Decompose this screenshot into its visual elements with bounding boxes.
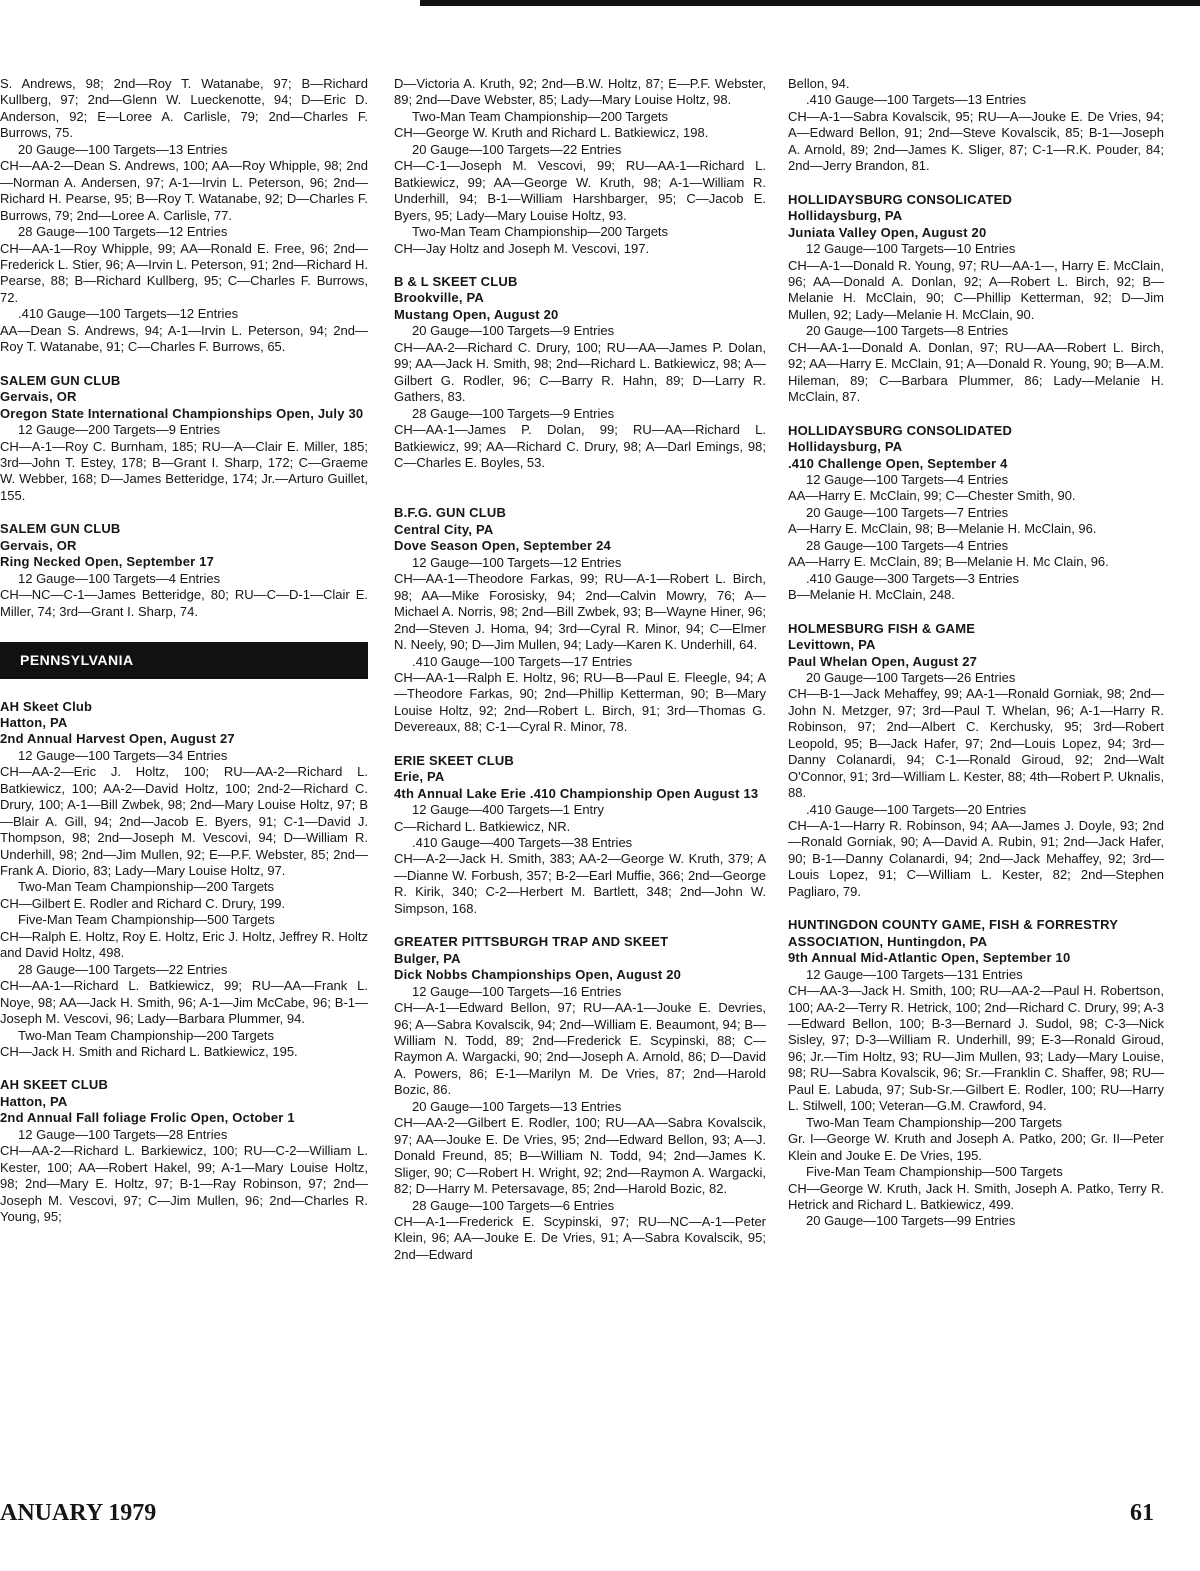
event-line: 12 Gauge—100 Targets—10 Entries <box>806 241 1016 257</box>
event-line: .410 Gauge—100 Targets—12 Entries <box>18 306 239 322</box>
results-paragraph: CH—George W. Kruth, Jack H. Smith, Joseph A. Patko, Terry R. Hetrick and Richard L. Batkiewicz, 499. <box>788 1180 1164 1212</box>
results-paragraph: CH—AA-2—Richard L. Barkiewicz, 100; RU—C-2—William L. Kester, 100; AA—Robert Hakel, 99; A-1—Mary Louise Holtz, 98; 2nd—Mary E. Holtz, 97; B-1—Ray Robinson, 97; 2nd—Joseph M. Vescovi, 97; C—Jim Mullen, 96; 2nd—Charles R. Young, 95; <box>0 1143 368 1225</box>
event-line: 20 Gauge—100 Targets—22 Entries <box>412 141 622 157</box>
club-heading: GREATER PITTSBURGH TRAP AND SKEET <box>394 934 669 950</box>
club-heading: Dick Nobbs Championships Open, August 20 <box>394 967 682 983</box>
spacer <box>788 900 1164 917</box>
results-paragraph: CH—NC—C-1—James Betteridge, 80; RU—C—D-1—Clair E. Miller, 74; 3rd—Grant I. Sharp, 74. <box>0 587 368 619</box>
event-line: Five-Man Team Championship—500 Targets <box>806 1164 1063 1180</box>
results-paragraph: CH—AA-2—Richard C. Drury, 100; RU—AA—James P. Dolan, 99; AA—Jack H. Smith, 98; 2nd—Richard L. Batkiewicz, 98; A—Gilbert G. Rodler, 96; C—Barry R. Hahn, 89; D—Larry R. Gathers, 83. <box>394 339 766 405</box>
event-line: Two-Man Team Championship—200 Targets <box>18 1027 275 1043</box>
event-line: 12 Gauge—100 Targets—12 Entries <box>412 554 622 570</box>
top-rule <box>420 0 1200 6</box>
results-paragraph: Gr. I—George W. Kruth and Joseph A. Patko, 200; Gr. II—Peter Klein and Jouke E. De Vries, 195. <box>788 1131 1164 1163</box>
results-paragraph: CH—A-1—Frederick E. Scypinski, 97; RU—NC—A-1—Peter Klein, 96; AA—Jouke E. De Vries, 91; A—Sabra Kovalscik, 95; 2nd—Edward <box>394 1214 766 1262</box>
event-line: 28 Gauge—100 Targets—6 Entries <box>412 1197 615 1213</box>
club-heading: Gervais, OR <box>0 537 77 553</box>
club-heading: Brookville, PA <box>394 290 484 306</box>
club-heading: AH Skeet Club <box>0 698 93 714</box>
spacer <box>0 504 368 521</box>
event-line: Two-Man Team Championship—200 Targets <box>412 108 669 124</box>
results-paragraph: D—Victoria A. Kruth, 92; 2nd—B.W. Holtz, 87; E—P.F. Webster, 89; 2nd—Dave Webster, 85; Lady—Mary Louise Holtz, 98. <box>394 76 766 108</box>
results-paragraph: C—Richard L. Batkiewicz, NR. <box>394 818 571 834</box>
event-line: 20 Gauge—100 Targets—13 Entries <box>18 141 228 157</box>
results-paragraph: CH—AA-2—Eric J. Holtz, 100; RU—AA-2—Richard L. Batkiewicz, 100; AA-2—David Holtz, 100; 2nd-2—Richard C. Drury, 100; A-1—Bill Zwbek, 98; 2nd—Mary Louise Holtz, 97; B—Blair A. Gill, 94; 2nd—Jacob E. Byers, 91; C-1—David J. Thompson, 98; 2nd—Joseph M. Vescovi, 94; D—William R. Underhill, 98; 2nd—Jim Mullen, 92; E—P.F. Webster, 85; 2nd—Frank A. Diorio, 83; Lady—Mary Louise Holtz, 97. <box>0 764 368 879</box>
results-paragraph: CH—AA-1—Roy Whipple, 99; AA—Ronald E. Free, 96; 2nd—Frederick L. Stier, 96; A—Irvin L. Peterson, 91; 2nd—Richard H. Pearse, 88; B—Richard Kullberg, 95; C—Charles F. Burrows, 72. <box>0 240 368 305</box>
event-line: .410 Gauge—400 Targets—38 Entries <box>412 835 633 851</box>
results-paragraph: CH—AA-1—Theodore Farkas, 99; RU—A-1—Robert L. Birch, 98; AA—Mike Forosisky, 94; 2nd—Calvin Mowry, 76; A—Michael A. Norris, 98; 2nd—Bill Zwbek, 93; B—Wayne Hiner, 96; 2nd—Steven J. Homa, 94; 3rd—Cyral R. Minor, 94; C—Elmer N. Neely, 90; D—Jim Mullen, 94; Lady—Karen K. Underhill, 64. <box>394 571 766 653</box>
spacer <box>394 471 766 488</box>
results-paragraph: CH—AA-1—James P. Dolan, 99; RU—AA—Richard L. Batkiewicz, 99; AA—Richard C. Drury, 98; A—Darl Emings, 98; C—Charles E. Boyles, 53. <box>394 422 766 470</box>
event-line: 12 Gauge—100 Targets—16 Entries <box>412 983 622 999</box>
event-line: .410 Gauge—300 Targets—3 Entries <box>806 570 1019 586</box>
spacer <box>394 736 766 753</box>
event-line: Two-Man Team Championship—200 Targets <box>18 879 275 895</box>
results-paragraph: CH—A-1—Roy C. Burnham, 185; RU—A—Clair E. Miller, 185; 3rd—John T. Estey, 178; B—Grant I. Sharp, 172; C—Graeme W. Webber, 168; D—James Betteridge, 174; Jr.—Arturo Guillet, 155. <box>0 438 368 503</box>
event-line: 20 Gauge—100 Targets—7 Entries <box>806 504 1009 520</box>
event-line: .410 Gauge—100 Targets—13 Entries <box>806 92 1027 108</box>
club-heading: B & L SKEET CLUB <box>394 273 518 289</box>
spacer <box>788 604 1164 621</box>
club-heading: Levittown, PA <box>788 637 876 653</box>
results-paragraph: CH—AA-1—Donald A. Donlan, 97; RU—AA—Robert L. Birch, 92; AA—Harry E. McClain, 91; A—Donald R. Young, 90; B—A.M. Hileman, 89; C—Barbara Plummer, 86; Lady—Melanie H. McClain, 87. <box>788 339 1164 405</box>
event-line: 12 Gauge—100 Targets—28 Entries <box>18 1126 228 1142</box>
club-heading: Hatton, PA <box>0 714 68 730</box>
spacer <box>394 257 766 274</box>
club-heading: AH SKEET CLUB <box>0 1077 109 1093</box>
event-line: 12 Gauge—100 Targets—4 Entries <box>18 570 221 586</box>
event-line: 28 Gauge—100 Targets—4 Entries <box>806 537 1009 553</box>
club-heading: 9th Annual Mid-Atlantic Open, September 10 <box>788 950 1071 966</box>
club-heading: B.F.G. GUN CLUB <box>394 505 507 521</box>
spacer <box>0 1060 368 1077</box>
event-line: Two-Man Team Championship—200 Targets <box>806 1114 1063 1130</box>
state-section-banner: PENNSYLVANIA <box>0 642 368 678</box>
club-heading: SALEM GUN CLUB <box>0 372 121 388</box>
club-heading: Juniata Valley Open, August 20 <box>788 224 987 240</box>
club-heading: Ring Necked Open, September 17 <box>0 554 215 570</box>
club-heading: HUNTINGDON COUNTY GAME, FISH & FORRESTRY ASSOCIATION, Huntingdon, PA <box>788 917 1118 949</box>
club-heading: ERIE SKEET CLUB <box>394 752 515 768</box>
column-right <box>788 76 1164 1230</box>
event-line: 20 Gauge—100 Targets—8 Entries <box>806 323 1009 339</box>
event-line: 28 Gauge—100 Targets—9 Entries <box>412 405 615 421</box>
club-heading: Mustang Open, August 20 <box>394 306 559 322</box>
club-heading: .410 Challenge Open, September 4 <box>788 455 1008 471</box>
results-paragraph: CH—AA-2—Dean S. Andrews, 100; AA—Roy Whipple, 98; 2nd—Norman A. Andersen, 97; A-1—Irvin L. Peterson, 96; 2nd—Richard H. Pearse, 95; B—Roy T. Watanabe, 92; D—Charles F. Burrows, 79; 2nd—Loree A. Carlisle, 77. <box>0 158 368 223</box>
results-paragraph: CH—AA-1—Ralph E. Holtz, 96; RU—B—Paul E. Fleegle, 94; A—Theodore Farkas, 90; 2nd—Phillip Ketterman, 90; B—Mary Louise Holtz, 92; 2nd—Robert L. Birch, 91; 3rd—Thomas G. Devereaux, 88; C-1—Cyral R. Minor, 78. <box>394 669 766 735</box>
club-heading: Hatton, PA <box>0 1093 68 1109</box>
results-paragraph: CH—B-1—Jack Mehaffey, 99; AA-1—Ronald Gorniak, 98; 2nd—John N. Metzger, 97; 3rd—Paul T. Whelan, 96; A-1—Harry R. Robinson, 97; 2nd—Albert C. Kerchusky, 95; 3rd—Robert Leopold, 95; B—Jack Hafer, 97; 2nd—Louis Lopez, 94; 3rd—Danny Colanardi, 94; C-1—Ronald Giroud, 92; 2nd—Walt O'Connor, 91; 3rd—William L. Kester, 88; 4th—Robert P. Uknalis, 88. <box>788 686 1164 801</box>
results-paragraph: CH—AA-3—Jack H. Smith, 100; RU—AA-2—Paul H. Robertson, 100; AA-2—Terry R. Hetrick, 100; 2nd—Richard C. Drury, 99; A-3—Edward Bellon, 100; B-3—Bernard J. Sudol, 98; C-3—Nick Sisley, 97; D-3—William R. Underhill, 99; E-3—Ronald Giroud, 96; Jr.—Tim Holtz, 93; RU—Jim Mullen, 93; Lady—Mary Louise, 98; RU—Sabra Kovalscik, 96; Sr.—Franklin C. Shaffer, 98; RU—Paul E. Labuda, 97; Sub-Sr.—Gilbert E. Rodler, 100; RU—Harry L. Stilwell, 100; Veteran—G.M. Crawford, 94. <box>788 983 1164 1114</box>
event-line: 20 Gauge—100 Targets—13 Entries <box>412 1098 622 1114</box>
club-heading: Hollidaysburg, PA <box>788 439 903 455</box>
event-line: 12 Gauge—400 Targets—1 Entry <box>412 802 604 818</box>
results-paragraph: CH—Jack H. Smith and Richard L. Batkiewicz, 195. <box>0 1044 298 1060</box>
footer-issue-date: ANUARY 1979 <box>0 1500 157 1526</box>
spacer <box>788 175 1164 192</box>
club-heading: Paul Whelan Open, August 27 <box>788 653 978 669</box>
event-line: 12 Gauge—100 Targets—34 Entries <box>18 747 228 763</box>
club-heading: 2nd Annual Fall foliage Frolic Open, October 1 <box>0 1110 295 1126</box>
club-heading: HOLMESBURG FISH & GAME <box>788 620 976 636</box>
results-paragraph: AA—Dean S. Andrews, 94; A-1—Irvin L. Peterson, 94; 2nd—Roy T. Watanabe, 91; C—Charles F. Burrows, 65. <box>0 322 368 355</box>
event-line: 20 Gauge—100 Targets—26 Entries <box>806 669 1016 685</box>
page-number: 61 <box>1130 1500 1154 1526</box>
spacer <box>394 917 766 934</box>
results-paragraph: S. Andrews, 98; 2nd—Roy T. Watanabe, 97; B—Richard Kullberg, 97; 2nd—Glenn W. Lueckenotte, 94; D—Eric D. Anderson, 92; E—Loree A. Carlisle, 79; 2nd—Charles F. Burrows, 75. <box>0 76 368 141</box>
event-line: 20 Gauge—100 Targets—9 Entries <box>412 323 615 339</box>
event-line: 12 Gauge—100 Targets—131 Entries <box>806 966 1023 982</box>
club-heading: Hollidaysburg, PA <box>788 208 903 224</box>
results-paragraph: CH—Ralph E. Holtz, Roy E. Holtz, Eric J. Holtz, Jeffrey R. Holtz and David Holtz, 498. <box>0 928 368 961</box>
results-paragraph: CH—George W. Kruth and Richard L. Batkiewicz, 198. <box>394 125 709 141</box>
event-line: Five-Man Team Championship—500 Targets <box>18 912 275 928</box>
results-paragraph: AA—Harry E. McClain, 89; B—Melanie H. Mc Clain, 96. <box>788 554 1109 570</box>
club-heading: HOLLIDAYSBURG CONSOLIDATED <box>788 422 1013 438</box>
club-heading: 4th Annual Lake Erie .410 Championship Open August 13 <box>394 785 759 801</box>
results-paragraph: CH—AA-2—Gilbert E. Rodler, 100; RU—AA—Sabra Kovalscik, 97; AA—Jouke E. De Vries, 95; 2nd—Edward Bellon, 93; A—J. Donald Freund, 85; B—William N. Todd, 94; 2nd—James K. Sliger, 90; C—Robert H. Wright, 92; 2nd—Raymon A. Wargacki, 82; D—Harry M. Petersavage, 85; 2nd—Harold Bozic, 82. <box>394 1115 766 1197</box>
club-heading: HOLLIDAYSBURG CONSOLICATED <box>788 191 1013 207</box>
column-middle <box>394 76 766 1263</box>
event-line: .410 Gauge—100 Targets—20 Entries <box>806 801 1027 817</box>
results-paragraph: CH—A-1—Harry R. Robinson, 94; AA—James J. Doyle, 93; 2nd—Ronald Gorniak, 90; A—David A. Rubin, 91; 2nd—Jack Hafer, 90; B-1—Danny Colanardi, 94; 2nd—Jack Mehaffey, 92; 3rd—Louis Lopez, 91; C—William L. Kester, 82; 2nd—Stephen Pagliaro, 79. <box>788 818 1164 899</box>
spacer <box>0 356 368 373</box>
results-paragraph: CH—Gilbert E. Rodler and Richard C. Drury, 199. <box>0 895 286 911</box>
club-heading: 2nd Annual Harvest Open, August 27 <box>0 731 235 747</box>
results-paragraph: A—Harry E. McClain, 98; B—Melanie H. McClain, 96. <box>788 521 1097 537</box>
results-paragraph: B—Melanie H. McClain, 248. <box>788 587 955 603</box>
event-line: 20 Gauge—100 Targets—99 Entries <box>806 1213 1016 1229</box>
spacer <box>394 488 766 505</box>
results-paragraph: CH—A-1—Donald R. Young, 97; RU—AA-1—, Harry E. McClain, 96; AA—Donald A. Donlan, 92; A—Robert L. Birch, 92; B—Melanie H. McClain, 90; C—Phillip Ketterman, 92; D—Jim Mullen, 92; Lady—Melanie H. McClain, 90. <box>788 257 1164 322</box>
event-line: Two-Man Team Championship—200 Targets <box>412 224 669 240</box>
results-paragraph: CH—A-2—Jack H. Smith, 383; AA-2—George W. Kruth, 379; A—Dianne W. Forbush, 357; B-2—Earl Muffie, 366; 2nd—George R. Kirik, 340; C-2—Herbert M. Bartlett, 348; 2nd—John W. Simpson, 168. <box>394 851 766 916</box>
results-paragraph: AA—Harry E. McClain, 99; C—Chester Smith, 90. <box>788 488 1076 504</box>
club-heading: SALEM GUN CLUB <box>0 521 121 537</box>
event-line: 28 Gauge—100 Targets—22 Entries <box>18 961 228 977</box>
results-paragraph: CH—Jay Holtz and Joseph M. Vescovi, 197. <box>394 240 650 256</box>
event-line: .410 Gauge—100 Targets—17 Entries <box>412 653 633 669</box>
event-line: 12 Gauge—200 Targets—9 Entries <box>18 422 221 438</box>
club-heading: Erie, PA <box>394 769 445 785</box>
results-paragraph: Bellon, 94. <box>788 76 850 91</box>
club-heading: Oregon State International Championships Open, July 30 <box>0 405 364 421</box>
results-paragraph: CH—A-1—Edward Bellon, 97; RU—AA-1—Jouke E. Devries, 96; A—Sabra Kovalscik, 94; 2nd—William E. Beaumont, 94; B—William N. Todd, 89; 2nd—Frederick E. Scypinski, 88; C—Raymon A. Wargacki, 90; 2nd—Joseph A. Arnold, 86; D—David A. Powers, 86; E-1—Marilyn M. De Vries, 87; 2nd—Harold Bozic, 86. <box>394 1000 766 1098</box>
club-heading: Gervais, OR <box>0 389 77 405</box>
club-heading: Dove Season Open, September 24 <box>394 538 611 554</box>
spacer <box>788 406 1164 423</box>
event-line: 12 Gauge—100 Targets—4 Entries <box>806 471 1009 487</box>
results-paragraph: CH—C-1—Joseph M. Vescovi, 99; RU—AA-1—Richard L. Batkiewicz, 99; AA—George W. Kruth, 98; A-1—William R. Underhill, 94; B-1—William Harshbarger, 95; C—Jacob E. Byers, 95; Lady—Mary Louise Holtz, 93. <box>394 158 766 223</box>
club-heading: Bulger, PA <box>394 950 461 966</box>
results-paragraph: CH—AA-1—Richard L. Batkiewicz, 99; RU—AA—Frank L. Noye, 98; AA—Jack H. Smith, 96; A-1—Jim McCabe, 96; B-1—Joseph M. Vescovi, 96; Lady—Barbara Plummer, 94. <box>0 978 368 1027</box>
column-left <box>0 76 368 1226</box>
event-line: 28 Gauge—100 Targets—12 Entries <box>18 224 228 240</box>
results-paragraph: CH—A-1—Sabra Kovalscik, 95; RU—A—Jouke E. De Vries, 94; A—Edward Bellon, 91; 2nd—Steve Kovalscik, 85; B-1—Joseph A. Arnold, 89; 2nd—James K. Sliger, 87; C-1—R.K. Pouder, 84; 2nd—Jerry Brandon, 81. <box>788 108 1164 174</box>
club-heading: Central City, PA <box>394 521 494 537</box>
